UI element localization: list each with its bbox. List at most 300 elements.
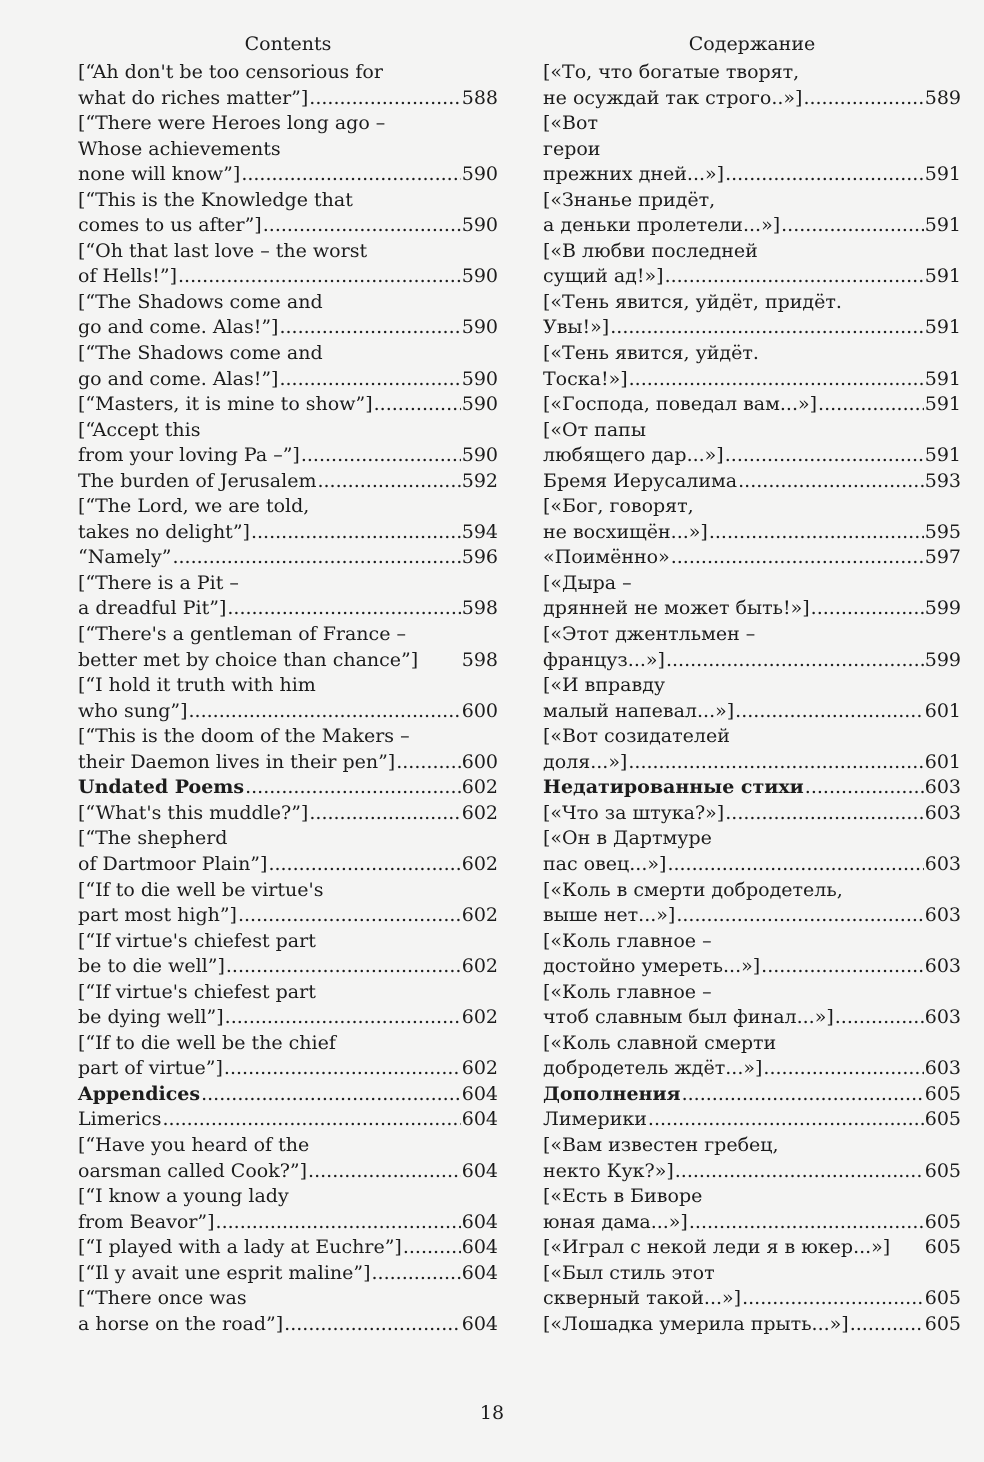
toc-entry-line — [78, 750, 498, 776]
toc-entry — [543, 775, 961, 801]
toc-entry — [78, 545, 498, 571]
entry-page-number: 590 — [461, 367, 498, 390]
entry-page-number: 598 — [461, 648, 498, 671]
contents-column-english — [78, 30, 498, 1337]
toc-entry — [78, 1184, 498, 1235]
dot-leader — [374, 392, 461, 418]
dot-leader — [725, 443, 924, 469]
toc-entry — [543, 980, 961, 1031]
entry-page-number: 590 — [461, 163, 498, 186]
entry-page-number: 602 — [461, 904, 498, 927]
dot-leader — [238, 903, 461, 929]
entry-title-text: [«То, что богатые творят, — [543, 61, 800, 83]
toc-entry-line — [543, 162, 961, 188]
entry-page-number: 603 — [924, 904, 961, 927]
entry-page-number: 604 — [461, 1108, 498, 1131]
entry-page-number: 605 — [924, 1108, 961, 1131]
entry-title-text: their Daemon lives in their pen”] — [78, 750, 396, 773]
toc-entry — [543, 545, 961, 571]
toc-entry-line — [543, 1107, 961, 1133]
toc-entry-line — [543, 418, 961, 444]
toc-entry-line — [78, 315, 498, 341]
entry-title-text: герои — [543, 137, 601, 160]
entry-page-number: 605 — [924, 1159, 961, 1182]
toc-entry-line — [78, 264, 498, 290]
toc-entry — [78, 929, 498, 980]
dot-leader — [317, 469, 460, 495]
toc-entry — [543, 801, 961, 827]
entry-title-text: [“Masters, it is mine to show”] — [78, 393, 373, 416]
toc-entry-line — [543, 1005, 961, 1031]
dot-leader — [279, 367, 460, 393]
toc-entry — [78, 1107, 498, 1133]
dot-leader — [241, 162, 460, 188]
toc-entry-line — [78, 545, 498, 571]
dot-leader — [763, 1056, 923, 1082]
entry-page-number: 604 — [461, 1159, 498, 1182]
toc-entry-line — [78, 213, 498, 239]
toc-entry — [78, 571, 498, 622]
dot-leader — [610, 315, 924, 341]
entry-title-text: [«Что за штука?»] — [543, 801, 725, 824]
entry-title-text: [«И вправду — [543, 674, 666, 697]
toc-entry-line — [78, 1005, 498, 1031]
entry-title-text: oarsman called Cook?”] — [78, 1159, 308, 1182]
entry-title-text: малый напевал...»] — [543, 699, 735, 722]
toc-entry — [78, 980, 498, 1031]
entry-title-text: добродетель ждёт...»] — [543, 1057, 763, 1080]
dot-leader — [227, 596, 460, 622]
dot-leader — [225, 1005, 461, 1031]
dot-leader — [216, 1210, 461, 1236]
entry-title-text: [“This is the Knowledge that — [78, 188, 353, 211]
dot-leader — [709, 520, 924, 546]
entry-title-text: part most high”] — [78, 904, 237, 927]
toc-entry-line — [78, 929, 498, 955]
entry-title-text: [“Oh that last love – the worst — [78, 239, 368, 262]
toc-entry-line — [78, 699, 498, 725]
entry-title-text: [«Дыра – — [543, 571, 632, 594]
dot-leader — [811, 596, 924, 622]
toc-entry-line — [78, 1286, 498, 1312]
entry-title-text: be dying well”] — [78, 1006, 224, 1029]
toc-entry — [543, 622, 961, 673]
entry-title-text: юная дама...»] — [543, 1210, 688, 1233]
toc-entry-line — [78, 239, 498, 265]
toc-entry — [78, 1031, 498, 1082]
entry-title-text: француз...»] — [543, 648, 665, 671]
toc-entry — [543, 392, 961, 418]
toc-entry — [543, 60, 961, 111]
toc-entry-line — [78, 367, 498, 393]
dot-leader — [308, 1159, 461, 1185]
entry-title-text: пас овец...»] — [543, 852, 667, 875]
toc-entry-line — [78, 724, 498, 750]
toc-entry — [543, 188, 961, 239]
toc-entry-line — [78, 775, 498, 801]
dot-leader — [689, 1210, 924, 1236]
toc-entry-line — [543, 852, 961, 878]
toc-entry-line — [78, 622, 498, 648]
entry-title-text: of Hells!”] — [78, 265, 177, 288]
toc-entry-line — [78, 1031, 498, 1057]
entry-title-text: [“The Shadows come and — [78, 342, 323, 365]
entry-page-number: 602 — [461, 955, 498, 978]
toc-entry-line — [543, 775, 961, 801]
entry-title-text: go and come. Alas!”] — [78, 316, 279, 339]
entry-title-text: [“What's this muddle?”] — [78, 801, 309, 824]
entry-title-text: скверный такой...»] — [543, 1287, 742, 1310]
toc-entry-line — [78, 469, 498, 495]
entry-title-text: [«Был стиль этот — [543, 1261, 715, 1284]
entry-page-number: 603 — [924, 801, 961, 824]
entry-page-number: 591 — [924, 393, 961, 416]
dot-leader — [818, 392, 924, 418]
toc-entry — [543, 724, 961, 775]
entry-title-text: не восхищён...»] — [543, 520, 708, 543]
entry-title-text: The burden of Jerusalem — [78, 469, 317, 492]
entry-title-text: [«Вот — [543, 112, 598, 135]
toc-entry-line — [543, 622, 961, 648]
toc-entry-line — [78, 1082, 498, 1108]
toc-entry-line — [543, 1286, 961, 1312]
toc-entry-line — [543, 545, 961, 571]
dot-leader — [163, 1107, 461, 1133]
entry-title-text: Лимерики — [543, 1108, 647, 1131]
entry-page-number: 600 — [461, 750, 498, 773]
entry-title-text: “Namely” — [78, 546, 172, 569]
toc-entry — [543, 418, 961, 469]
toc-entry — [543, 1261, 961, 1312]
entry-title-text: [“There were Heroes long ago – — [78, 112, 386, 135]
entry-page-number: 603 — [924, 955, 961, 978]
dot-leader — [850, 1312, 924, 1338]
section-heading: Недатированные стихи — [543, 776, 804, 799]
entry-page-number: 599 — [924, 597, 961, 620]
toc-entry-line — [543, 750, 961, 776]
entry-page-number: 603 — [924, 852, 961, 875]
toc-entry — [543, 1235, 961, 1261]
entry-page-number: 603 — [924, 1006, 961, 1029]
dot-leader — [268, 852, 460, 878]
entry-title-text: [«Лошадка умерила прыть...»] — [543, 1312, 849, 1335]
toc-entry-line — [78, 903, 498, 929]
entry-page-number: 604 — [461, 1236, 498, 1259]
dot-leader — [226, 954, 461, 980]
toc-entry — [543, 673, 961, 724]
entry-page-number: 602 — [461, 1057, 498, 1080]
toc-entry-line — [78, 1312, 498, 1338]
entry-page-number: 601 — [924, 699, 961, 722]
dot-leader — [224, 1056, 461, 1082]
toc-entry-line — [78, 1159, 498, 1185]
entry-page-number: 590 — [461, 393, 498, 416]
toc-entry-line — [78, 418, 498, 444]
dot-leader — [309, 801, 460, 827]
entry-title-text: none will know”] — [78, 163, 241, 186]
toc-entry — [543, 1107, 961, 1133]
toc-entry — [78, 418, 498, 469]
toc-entry — [78, 60, 498, 111]
entry-title-text: [“I hold it truth with him — [78, 674, 316, 697]
dot-leader — [372, 1261, 461, 1287]
entry-title-text: [“If virtue's chiefest part — [78, 980, 316, 1003]
entry-title-text: [“There once was — [78, 1287, 247, 1310]
toc-entry-line — [543, 699, 961, 725]
entry-title-text: from your loving Pa –”] — [78, 444, 300, 467]
toc-entry — [543, 1312, 961, 1338]
toc-entry — [543, 111, 961, 188]
entry-title-text: [«Коль главное – — [543, 980, 712, 1003]
toc-entry-line — [78, 162, 498, 188]
entry-page-number: 598 — [461, 597, 498, 620]
entry-title-text: Whose achievements — [78, 137, 281, 160]
entry-title-text: a horse on the road”] — [78, 1312, 284, 1335]
entry-page-number: 599 — [924, 648, 961, 671]
toc-entry — [78, 622, 498, 673]
toc-entry-line — [78, 1184, 498, 1210]
entry-title-text: [«Этот джентльмен – — [543, 623, 756, 646]
toc-entry-line — [543, 392, 961, 418]
dot-leader — [761, 954, 924, 980]
entry-page-number: 590 — [461, 265, 498, 288]
toc-entry-line — [543, 571, 961, 597]
entry-page-number: 591 — [924, 367, 961, 390]
page-number: 18 — [479, 1402, 505, 1424]
toc-entry — [543, 929, 961, 980]
entry-title-text: from Beavor”] — [78, 1210, 215, 1233]
entry-title-text: [“The shepherd — [78, 827, 228, 850]
toc-entry — [78, 341, 498, 392]
toc-entry — [543, 494, 961, 545]
entry-title-text: достойно умереть...»] — [543, 955, 761, 978]
toc-entry-line — [543, 929, 961, 955]
entry-page-number: 591 — [924, 444, 961, 467]
toc-entry-line — [543, 878, 961, 904]
entry-title-text: Limerics — [78, 1108, 162, 1131]
toc-entry-line — [543, 315, 961, 341]
toc-entry — [543, 1031, 961, 1082]
toc-entry-line — [543, 724, 961, 750]
dot-leader — [201, 1082, 461, 1108]
entry-title-text: не осуждай так строго..»] — [543, 86, 803, 109]
entry-page-number: 591 — [924, 265, 961, 288]
entry-title-text: [“If virtue's chiefest part — [78, 929, 316, 952]
entry-title-text: любящего дар...»] — [543, 444, 724, 467]
toc-entry — [78, 111, 498, 188]
toc-entry-line — [78, 878, 498, 904]
dot-leader — [172, 545, 460, 571]
toc-entry — [78, 826, 498, 877]
toc-entry-line — [543, 1159, 961, 1185]
entry-page-number: 596 — [461, 546, 498, 569]
entry-title-text: [«Есть в Биворе — [543, 1185, 703, 1208]
entry-page-number: 597 — [924, 546, 961, 569]
toc-entry-line — [543, 443, 961, 469]
toc-entry-line — [78, 188, 498, 214]
toc-entry-line — [543, 980, 961, 1006]
entry-page-number: 590 — [461, 316, 498, 339]
toc-entry-line — [543, 801, 961, 827]
entry-title-text: [“If to die well be the chief — [78, 1031, 336, 1054]
entry-title-text: a dreadful Pit”] — [78, 597, 227, 620]
toc-entry-line — [78, 137, 498, 163]
section-heading: Appendices — [78, 1082, 201, 1105]
toc-entry — [543, 469, 961, 495]
toc-entry-line — [78, 1107, 498, 1133]
section-heading: Undated Poems — [78, 776, 245, 799]
contents-column-russian — [543, 30, 961, 1337]
entry-title-text: [«Коль главное – — [543, 929, 712, 952]
toc-entry-line — [543, 239, 961, 265]
entry-page-number: 592 — [461, 469, 498, 492]
entry-title-text: better met by choice than chance”] — [78, 648, 419, 671]
dot-leader — [245, 775, 461, 801]
toc-entry-line — [78, 341, 498, 367]
entry-page-number: 604 — [461, 1261, 498, 1284]
entry-title-text: [«Тень явится, уйдёт, придёт. — [543, 290, 842, 313]
entry-page-number: 605 — [924, 1287, 961, 1310]
entry-title-text: [«Коль в смерти добродетель, — [543, 878, 843, 901]
entry-title-text: [«Коль славной смерти — [543, 1031, 777, 1054]
toc-entry-line — [543, 648, 961, 674]
entry-page-number: 589 — [924, 86, 961, 109]
dot-leader — [403, 1235, 461, 1261]
toc-entry — [78, 1082, 498, 1108]
entry-page-number: 600 — [461, 699, 498, 722]
dot-leader — [675, 1159, 924, 1185]
toc-entry-line — [543, 1184, 961, 1210]
entry-title-text: чтоб славным был финал...»] — [543, 1006, 834, 1029]
toc-entry — [78, 188, 498, 239]
toc-entry-line — [78, 980, 498, 1006]
toc-entry — [78, 1133, 498, 1184]
toc-entry-line — [78, 1056, 498, 1082]
entry-title-text: go and come. Alas!”] — [78, 367, 279, 390]
entry-title-text: [«В любви последней — [543, 239, 758, 262]
entry-page-number: 605 — [924, 1082, 961, 1105]
toc-entry-line — [543, 1056, 961, 1082]
toc-entry-line — [543, 1210, 961, 1236]
entry-title-text: [“Have you heard of the — [78, 1133, 310, 1156]
toc-entry — [78, 673, 498, 724]
toc-entry-line — [543, 188, 961, 214]
toc-entry-line — [78, 443, 498, 469]
entry-page-number: 590 — [461, 214, 498, 237]
entry-page-number: 601 — [924, 750, 961, 773]
toc-entry-line — [78, 520, 498, 546]
entry-title-text: Тоска!»] — [543, 367, 628, 390]
toc-entry — [78, 239, 498, 290]
dot-leader — [263, 213, 461, 239]
toc-entry-line — [543, 1133, 961, 1159]
entry-page-number: 590 — [461, 444, 498, 467]
entry-title-text: [“Ah don't be too censorious for — [78, 61, 383, 83]
entry-title-text: доля...»] — [543, 750, 628, 773]
toc-entry-line — [543, 520, 961, 546]
entry-title-text: [“There is a Pit – — [78, 571, 239, 594]
entry-page-number: 591 — [924, 163, 961, 186]
toc-entry-line — [543, 341, 961, 367]
dot-leader — [629, 367, 924, 393]
entry-page-number: 603 — [924, 776, 961, 799]
toc-entry-line — [78, 648, 498, 674]
soderzhanie-title: Содержание — [688, 33, 816, 55]
dot-leader — [648, 1107, 924, 1133]
entry-title-text: [«Господа, поведал вам...»] — [543, 393, 818, 416]
toc-entry — [78, 469, 498, 495]
entry-page-number: 605 — [924, 1236, 961, 1259]
toc-entry-line — [543, 1261, 961, 1287]
entry-title-text: [«Играл с некой леди я в юкер...»] — [543, 1236, 891, 1259]
toc-list-russian — [543, 60, 961, 1337]
entry-title-text: [“This is the doom of the Makers – — [78, 725, 410, 748]
entry-title-text: [“Accept this — [78, 418, 201, 441]
toc-entry — [78, 290, 498, 341]
entry-title-text: [«Вам известен гребец, — [543, 1133, 779, 1156]
toc-entry-line — [78, 801, 498, 827]
toc-entry — [78, 392, 498, 418]
toc-entry — [543, 1184, 961, 1235]
toc-entry — [543, 826, 961, 877]
toc-entry-line — [78, 494, 498, 520]
toc-entry-line — [78, 1261, 498, 1287]
entry-title-text: [“The Lord, we are told, — [78, 495, 310, 518]
toc-entry — [543, 341, 961, 392]
toc-entry — [543, 290, 961, 341]
toc-entry-line — [543, 86, 961, 112]
dot-leader — [671, 545, 924, 571]
entry-title-text: [“There's a gentleman of France – — [78, 623, 406, 646]
toc-entry-line — [543, 290, 961, 316]
entry-title-text: некто Кук?»] — [543, 1159, 674, 1182]
entry-page-number: 602 — [461, 1006, 498, 1029]
entry-page-number: 604 — [461, 1210, 498, 1233]
toc-entry-line — [78, 571, 498, 597]
toc-entry — [543, 239, 961, 290]
entry-title-text: Увы!»] — [543, 316, 610, 339]
contents-title: Contents — [244, 33, 332, 55]
toc-entry-line — [78, 1133, 498, 1159]
toc-entry — [78, 775, 498, 801]
dot-leader — [301, 443, 461, 469]
entry-title-text: [“I know a young lady — [78, 1185, 289, 1208]
dot-leader — [742, 1286, 924, 1312]
dot-leader — [725, 801, 924, 827]
entry-title-text: выше нет...»] — [543, 904, 676, 927]
toc-entry — [78, 1286, 498, 1337]
entry-page-number: 604 — [461, 1082, 498, 1105]
entry-title-text: прежних дней...»] — [543, 163, 725, 186]
entry-title-text: «Поимённо» — [543, 546, 670, 569]
dot-leader — [178, 264, 461, 290]
toc-entry-line — [78, 954, 498, 980]
toc-entry-line — [78, 826, 498, 852]
toc-entry-line — [543, 367, 961, 393]
entry-title-text: [«Знанье придёт, — [543, 188, 716, 211]
toc-entry-line — [543, 264, 961, 290]
entry-title-text: сущий ад!»] — [543, 265, 664, 288]
toc-entry — [543, 1133, 961, 1184]
toc-entry-line — [78, 111, 498, 137]
toc-entry-line — [78, 60, 498, 86]
toc-entry-line — [543, 954, 961, 980]
entry-title-text: [«От папы — [543, 418, 646, 441]
entry-title-text: дрянней не может быть!»] — [543, 597, 810, 620]
toc-entry-line — [78, 673, 498, 699]
dot-leader — [284, 1312, 461, 1338]
entry-page-number: 602 — [461, 801, 498, 824]
